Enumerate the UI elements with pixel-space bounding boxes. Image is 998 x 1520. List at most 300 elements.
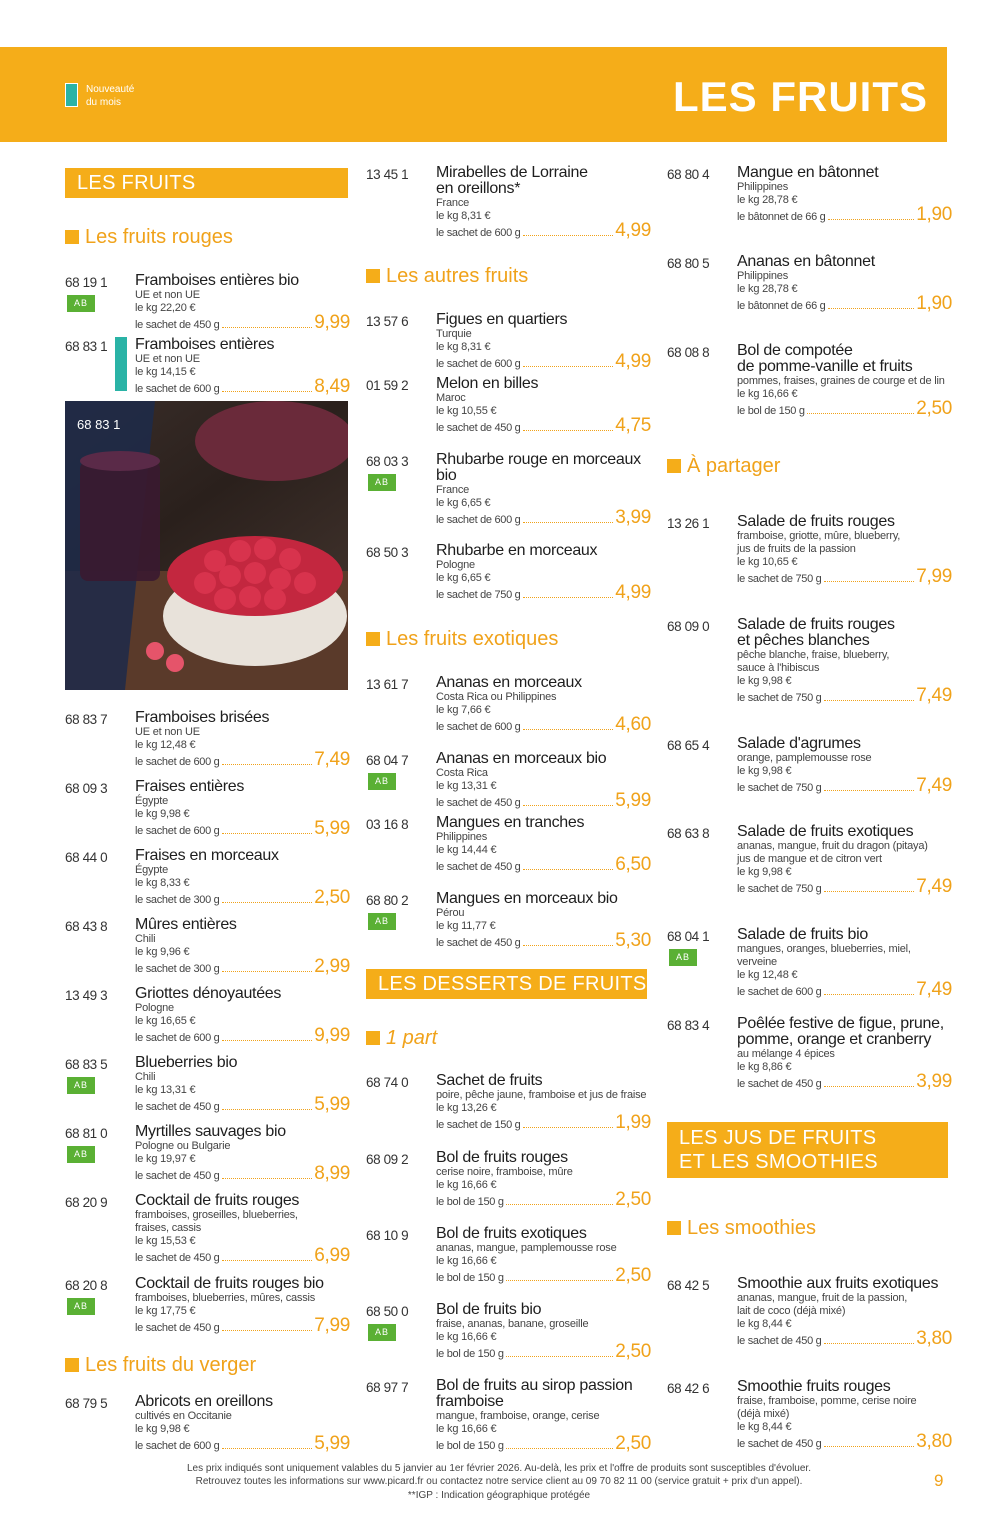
- product-desc: Égypte: [135, 864, 169, 876]
- price-row: [135, 376, 350, 397]
- price-per-kg: le kg 9,98 €: [737, 675, 792, 687]
- dot-leader: [824, 891, 915, 892]
- subheading-a-partager: [667, 454, 780, 478]
- subheading-label: Les fruits rouges: [85, 226, 233, 248]
- product-name: Bol de fruits rouges: [436, 1149, 568, 1166]
- product-info: [436, 891, 651, 950]
- product-desc: Turquie: [436, 328, 472, 340]
- unit-label: le sachet de 450 g: [436, 861, 521, 873]
- product-code: 13 26 1: [667, 516, 710, 531]
- dot-leader: [523, 945, 614, 946]
- product-price: 1,90: [916, 293, 952, 314]
- price-row: [737, 1071, 952, 1092]
- dot-leader: [506, 1448, 614, 1449]
- dot-leader: [523, 430, 614, 431]
- product-code: 13 57 6: [366, 314, 409, 329]
- product-code: 68 50 0: [366, 1304, 409, 1319]
- photo-code: 68 83 1: [77, 417, 121, 432]
- price-row: [737, 876, 952, 897]
- unit-label: le bol de 150 g: [436, 1348, 504, 1360]
- product-name: Mangue en bâtonnet: [737, 164, 879, 181]
- product-code: 68 04 1: [667, 929, 710, 944]
- section-les-fruits: LES FRUITS: [65, 168, 348, 198]
- product-name: Bol de fruits au sirop passion framboise: [436, 1377, 633, 1410]
- dot-leader: [824, 700, 915, 701]
- product-code: 68 80 2: [366, 893, 409, 908]
- product-price: 7,49: [916, 775, 952, 796]
- unit-label: le sachet de 600 g: [436, 358, 521, 370]
- product-code: 68 50 3: [366, 545, 409, 560]
- subheading-label: Les fruits du verger: [85, 1354, 257, 1376]
- product-desc: Philippines: [436, 831, 488, 843]
- product-name: Sachet de fruits: [436, 1072, 543, 1089]
- price-per-kg: le kg 16,66 €: [436, 1179, 497, 1191]
- product-info: [436, 1073, 651, 1132]
- footer-validity: Les prix indiqués sont uniquement valables du 5 janvier au 1er février 2026. Au-delà, les prix et l'offre de produits sont susceptibles d'évoluer.: [186, 1463, 811, 1474]
- price-per-kg: le kg 6,65 €: [436, 572, 491, 584]
- product-info: [135, 710, 350, 769]
- page-number: 9: [934, 1471, 944, 1490]
- product-name: Bol de fruits exotiques: [436, 1225, 587, 1242]
- product-code: 68 43 8: [65, 919, 108, 934]
- product-price: 7,49: [916, 979, 952, 1000]
- price-row: [135, 818, 350, 839]
- unit-label: le sachet de 600 g: [135, 825, 220, 837]
- product-price: 1,90: [916, 204, 952, 225]
- product-code: 68 09 2: [366, 1152, 409, 1167]
- price-per-kg: le kg 17,75 €: [135, 1305, 196, 1317]
- product-name: Poêlée festive de figue, prune, pomme, orange et cranberry: [737, 1015, 944, 1048]
- price-per-kg: le kg 7,66 €: [436, 704, 491, 716]
- square-bullet-icon: [366, 632, 380, 646]
- price-row: [737, 204, 952, 225]
- product-code: 68 83 7: [65, 712, 108, 727]
- unit-label: le sachet de 600 g: [135, 756, 220, 768]
- product-code: 13 61 7: [366, 677, 409, 692]
- product-price: 5,99: [615, 790, 651, 811]
- product-price: 7,49: [916, 685, 952, 706]
- product-info: [135, 1394, 350, 1453]
- product-code: 68 20 9: [65, 1195, 108, 1210]
- bio-logo-icon: AB: [67, 1146, 95, 1163]
- product-info: [737, 1016, 952, 1091]
- price-per-kg: le kg 13,31 €: [135, 1084, 196, 1096]
- product-name: Griottes dénoyautées: [135, 985, 282, 1002]
- unit-label: le sachet de 450 g: [737, 1335, 822, 1347]
- legend-text: Nouveauté du mois: [86, 84, 135, 108]
- price-row: [436, 1112, 651, 1133]
- product-desc: UE et non UE: [135, 726, 200, 738]
- product-name: Salade d'agrumes: [737, 735, 861, 752]
- product-code: 68 09 0: [667, 619, 710, 634]
- unit-label: le sachet de 450 g: [135, 1322, 220, 1334]
- product-info: [135, 1193, 350, 1265]
- product-desc: Pologne: [135, 1002, 174, 1014]
- product-price: 2,50: [314, 887, 350, 908]
- subheading-fruits-exotiques: [366, 627, 558, 651]
- dot-leader: [523, 597, 614, 598]
- unit-label: le sachet de 600 g: [135, 1440, 220, 1452]
- product-desc: au mélange 4 épices: [737, 1048, 835, 1060]
- unit-label: le sachet de 300 g: [135, 894, 220, 906]
- dot-leader: [222, 327, 313, 328]
- product-desc: framboises, blueberries, mûres, cassis: [135, 1292, 316, 1304]
- product-price: 7,49: [314, 749, 350, 770]
- product-name: Ananas en morceaux: [436, 674, 582, 691]
- subheading-fruits-rouges: [65, 225, 233, 249]
- product-name: Bol de fruits bio: [436, 1301, 542, 1318]
- unit-label: le bâtonnet de 66 g: [737, 211, 826, 223]
- product-name: Mangues en tranches: [436, 814, 585, 831]
- product-price: 2,99: [314, 956, 350, 977]
- footer-contact: Retrouvez toutes les informations sur www.picard.fr ou contactez notre service client au 09 70 82 11 00 (service gratuit + prix d'un appel).: [195, 1476, 803, 1487]
- product-code: 68 42 5: [667, 1278, 710, 1293]
- bio-logo-icon: AB: [67, 295, 95, 312]
- product-desc: Philippines: [737, 270, 789, 282]
- product-info: [135, 1124, 350, 1183]
- product-code: 68 83 4: [667, 1018, 710, 1033]
- product-code: 68 04 7: [366, 753, 409, 768]
- product-desc: mangues, oranges, blueberries, miel, verveine: [737, 943, 911, 968]
- price-per-kg: le kg 9,98 €: [135, 808, 190, 820]
- product-desc: Pérou: [436, 907, 465, 919]
- product-info: [135, 337, 350, 396]
- product-price: 5,99: [314, 1094, 350, 1115]
- product-info: [135, 986, 350, 1045]
- product-price: 7,99: [916, 566, 952, 587]
- product-info: [737, 824, 952, 896]
- product-code: 68 79 5: [65, 1396, 108, 1411]
- product-desc: ananas, mangue, fruit de la passion, lait de coco (déjà mixé): [737, 1292, 908, 1317]
- price-per-kg: le kg 10,55 €: [436, 405, 497, 417]
- price-per-kg: le kg 16,66 €: [436, 1331, 497, 1343]
- price-per-kg: le kg 10,65 €: [737, 556, 798, 568]
- square-bullet-icon: [366, 1031, 380, 1045]
- product-name: Fraises en morceaux: [135, 847, 279, 864]
- product-code: 68 42 6: [667, 1381, 710, 1396]
- product-name: Smoothie fruits rouges: [737, 1378, 891, 1395]
- bio-logo-icon: AB: [368, 773, 396, 790]
- product-price: 3,99: [916, 1071, 952, 1092]
- price-row: [737, 775, 952, 796]
- unit-label: le sachet de 150 g: [436, 1119, 521, 1131]
- unit-label: le bol de 150 g: [436, 1440, 504, 1452]
- product-name: Mirabelles de Lorraine en oreillons*: [436, 164, 588, 197]
- product-name: Salade de fruits bio: [737, 926, 868, 943]
- product-price: 4,99: [615, 582, 651, 603]
- unit-label: le sachet de 600 g: [135, 1032, 220, 1044]
- unit-label: le sachet de 750 g: [737, 883, 822, 895]
- price-per-kg: le kg 8,33 €: [135, 877, 190, 889]
- price-row: [436, 351, 651, 372]
- product-name: Salade de fruits rouges: [737, 513, 895, 530]
- product-code: 03 16 8: [366, 817, 409, 832]
- product-code: 68 08 8: [667, 345, 710, 360]
- new-swatch: [65, 83, 78, 107]
- unit-label: le sachet de 450 g: [737, 1438, 822, 1450]
- subheading-label: Les fruits exotiques: [386, 628, 559, 650]
- price-per-kg: le kg 16,66 €: [436, 1423, 497, 1435]
- unit-label: le bâtonnet de 66 g: [737, 300, 826, 312]
- product-info: [436, 312, 651, 371]
- dot-leader: [222, 1330, 313, 1331]
- product-info: [436, 675, 651, 734]
- product-price: 2,50: [615, 1189, 651, 1210]
- price-row: [737, 685, 952, 706]
- product-desc: UE et non UE: [135, 289, 200, 301]
- product-info: [436, 1226, 651, 1285]
- price-row: [135, 956, 350, 977]
- product-code: 68 20 8: [65, 1278, 108, 1293]
- new-legend: [65, 83, 166, 109]
- price-per-kg: le kg 13,31 €: [436, 780, 497, 792]
- dot-leader: [523, 366, 614, 367]
- price-row: [436, 582, 651, 603]
- price-row: [436, 790, 651, 811]
- unit-label: le bol de 150 g: [436, 1196, 504, 1208]
- subheading-fruits-verger: [65, 1353, 256, 1377]
- square-bullet-icon: [366, 269, 380, 283]
- product-code: 68 83 5: [65, 1057, 108, 1072]
- unit-label: le sachet de 750 g: [737, 782, 822, 794]
- product-desc: ananas, mangue, fruit du dragon (pitaya) jus de mangue et de citron vert: [737, 840, 928, 865]
- price-row: [737, 398, 952, 419]
- square-bullet-icon: [65, 230, 79, 244]
- bio-logo-icon: AB: [368, 913, 396, 930]
- product-price: 4,99: [615, 220, 651, 241]
- product-name: Cocktail de fruits rouges bio: [135, 1275, 324, 1292]
- product-desc: UE et non UE: [135, 353, 200, 365]
- product-price: 3,80: [916, 1328, 952, 1349]
- raspberry-photo: [65, 401, 348, 690]
- product-code: 68 80 5: [667, 256, 710, 271]
- price-per-kg: le kg 9,98 €: [737, 866, 792, 878]
- product-price: 6,99: [314, 1245, 350, 1266]
- unit-label: le sachet de 750 g: [737, 573, 822, 585]
- price-per-kg: le kg 14,44 €: [436, 844, 497, 856]
- product-info: [737, 514, 952, 586]
- product-info: [737, 165, 952, 224]
- dot-leader: [523, 869, 614, 870]
- product-name: Myrtilles sauvages bio: [135, 1123, 286, 1140]
- product-info: [135, 848, 350, 907]
- dot-leader: [824, 581, 915, 582]
- dot-leader: [523, 805, 614, 806]
- price-row: [737, 979, 952, 1000]
- product-info: [135, 917, 350, 976]
- product-code: 68 44 0: [65, 850, 108, 865]
- product-name: Framboises entières: [135, 336, 275, 353]
- dot-leader: [222, 764, 313, 765]
- unit-label: le sachet de 450 g: [436, 937, 521, 949]
- product-name: Mûres entières: [135, 916, 237, 933]
- product-price: 3,80: [916, 1431, 952, 1452]
- bio-logo-icon: AB: [67, 1077, 95, 1094]
- price-per-kg: le kg 8,86 €: [737, 1061, 792, 1073]
- dot-leader: [824, 1086, 915, 1087]
- price-per-kg: le kg 16,66 €: [436, 1255, 497, 1267]
- price-row: [436, 1189, 651, 1210]
- product-code: 13 49 3: [65, 988, 108, 1003]
- product-desc: Pologne ou Bulgarie: [135, 1140, 231, 1152]
- product-price: 4,99: [615, 351, 651, 372]
- product-code: 68 65 4: [667, 738, 710, 753]
- price-per-kg: le kg 28,78 €: [737, 283, 798, 295]
- product-desc: cultivés en Occitanie: [135, 1410, 232, 1422]
- product-name: Fraises entières: [135, 778, 245, 795]
- product-price: 2,50: [916, 398, 952, 419]
- new-marker: [115, 337, 127, 391]
- price-row: [135, 887, 350, 908]
- dot-leader: [824, 994, 915, 995]
- section-jus-smoothies: LES JUS DE FRUITS ET LES SMOOTHIES: [667, 1122, 948, 1178]
- unit-label: le sachet de 450 g: [135, 1170, 220, 1182]
- unit-label: le sachet de 450 g: [135, 1252, 220, 1264]
- price-per-kg: le kg 9,96 €: [135, 946, 190, 958]
- price-row: [135, 312, 350, 333]
- product-info: [436, 1150, 651, 1209]
- price-row: [135, 1163, 350, 1184]
- product-price: 3,99: [615, 507, 651, 528]
- product-info: [737, 343, 952, 418]
- product-desc: poire, pêche jaune, framboise et jus de fraise: [436, 1089, 647, 1101]
- product-name: Mangues en morceaux bio: [436, 890, 618, 907]
- product-price: 7,49: [916, 876, 952, 897]
- product-code: 13 45 1: [366, 167, 409, 182]
- subheading-label: Les smoothies: [687, 1217, 816, 1239]
- price-per-kg: le kg 12,48 €: [737, 969, 798, 981]
- square-bullet-icon: [667, 1221, 681, 1235]
- product-desc: pêche blanche, fraise, blueberry, sauce à l'hibiscus: [737, 649, 890, 674]
- price-per-kg: le kg 16,66 €: [737, 388, 798, 400]
- unit-label: le sachet de 750 g: [737, 692, 822, 704]
- unit-label: le sachet de 450 g: [135, 319, 220, 331]
- unit-label: le sachet de 600 g: [135, 383, 220, 395]
- product-name: Abricots en oreillons: [135, 1393, 273, 1410]
- price-row: [737, 1431, 952, 1452]
- product-desc: Pologne: [436, 559, 475, 571]
- dot-leader: [222, 971, 313, 972]
- price-row: [436, 854, 651, 875]
- price-row: [436, 507, 651, 528]
- price-per-kg: le kg 28,78 €: [737, 194, 798, 206]
- price-per-kg: le kg 8,44 €: [737, 1421, 792, 1433]
- price-per-kg: le kg 9,98 €: [135, 1423, 190, 1435]
- product-code: 68 97 7: [366, 1380, 409, 1395]
- price-row: [436, 930, 651, 951]
- section-desserts: LES DESSERTS DE FRUITS: [366, 969, 647, 999]
- bio-logo-icon: AB: [368, 474, 396, 491]
- unit-label: le sachet de 450 g: [436, 797, 521, 809]
- product-name: Figues en quartiers: [436, 311, 568, 328]
- dot-leader: [828, 308, 915, 309]
- product-desc: framboises, groseilles, blueberries, fraises, cassis: [135, 1209, 298, 1234]
- product-price: 2,50: [615, 1265, 651, 1286]
- dot-leader: [523, 235, 614, 236]
- product-desc: fraise, ananas, banane, groseille: [436, 1318, 589, 1330]
- product-desc: Maroc: [436, 392, 466, 404]
- unit-label: le sachet de 600 g: [737, 986, 822, 998]
- dot-leader: [222, 1178, 313, 1179]
- dot-leader: [807, 413, 915, 414]
- product-info: [737, 1379, 952, 1451]
- subheading-label: À partager: [687, 455, 781, 477]
- product-desc: Philippines: [737, 181, 789, 193]
- product-desc: France: [436, 197, 470, 209]
- product-code: 68 80 4: [667, 167, 710, 182]
- dot-leader: [222, 1109, 313, 1110]
- raspberry-illustration: [65, 401, 348, 690]
- product-desc: framboise, griotte, mûre, blueberry, jus de fruits de la passion: [737, 530, 901, 555]
- product-info: [436, 815, 651, 874]
- subheading-smoothies: [667, 1216, 816, 1240]
- price-row: [737, 293, 952, 314]
- product-desc: Chili: [135, 1071, 156, 1083]
- unit-label: le sachet de 300 g: [135, 963, 220, 975]
- price-per-kg: le kg 22,20 €: [135, 302, 196, 314]
- price-row: [135, 1025, 350, 1046]
- price-per-kg: le kg 9,98 €: [737, 765, 792, 777]
- product-desc: orange, pamplemousse rose: [737, 752, 872, 764]
- product-info: [436, 1378, 651, 1453]
- price-row: [436, 1433, 651, 1454]
- unit-label: le sachet de 450 g: [737, 1078, 822, 1090]
- product-name: Bol de compotée de pomme-vanille et fruits: [737, 342, 913, 375]
- product-name: Salade de fruits exotiques: [737, 823, 914, 840]
- product-name: Cocktail de fruits rouges: [135, 1192, 300, 1209]
- product-desc: mangue, framboise, orange, cerise: [436, 1410, 600, 1422]
- product-desc: France: [436, 484, 470, 496]
- product-name: Rhubarbe en morceaux: [436, 542, 598, 559]
- price-per-kg: le kg 8,31 €: [436, 341, 491, 353]
- product-price: 2,50: [615, 1433, 651, 1454]
- price-row: [436, 220, 651, 241]
- unit-label: le sachet de 600 g: [436, 227, 521, 239]
- price-row: [436, 415, 651, 436]
- product-price: 6,50: [615, 854, 651, 875]
- product-desc: fraise, framboise, pomme, cerise noire (déjà mixé): [737, 1395, 917, 1420]
- dot-leader: [222, 1448, 313, 1449]
- product-code: 68 83 1: [65, 339, 108, 354]
- unit-label: le sachet de 600 g: [436, 721, 521, 733]
- product-price: 5,99: [314, 818, 350, 839]
- product-code: 68 10 9: [366, 1228, 409, 1243]
- product-info: [436, 751, 651, 810]
- product-code: 68 19 1: [65, 275, 108, 290]
- price-per-kg: le kg 15,53 €: [135, 1235, 196, 1247]
- square-bullet-icon: [667, 459, 681, 473]
- product-code: 68 09 3: [65, 781, 108, 796]
- product-info: [436, 165, 651, 240]
- product-name: Melon en billes: [436, 375, 539, 392]
- product-name: Rhubarbe rouge en morceaux bio: [436, 451, 641, 484]
- dot-leader: [506, 1356, 614, 1357]
- product-info: [737, 736, 952, 795]
- bio-logo-icon: AB: [368, 1324, 396, 1341]
- product-desc: ananas, mangue, pamplemousse rose: [436, 1242, 617, 1254]
- product-name: Ananas en bâtonnet: [737, 253, 875, 270]
- product-price: 7,99: [314, 1315, 350, 1336]
- price-row: [737, 1328, 952, 1349]
- price-per-kg: le kg 11,77 €: [436, 920, 496, 932]
- product-desc: Égypte: [135, 795, 169, 807]
- product-price: 9,99: [314, 1025, 350, 1046]
- subheading-label: Les autres fruits: [386, 265, 529, 287]
- dot-leader: [222, 902, 313, 903]
- product-info: [436, 543, 651, 602]
- product-code: 68 63 8: [667, 826, 710, 841]
- price-row: [135, 1094, 350, 1115]
